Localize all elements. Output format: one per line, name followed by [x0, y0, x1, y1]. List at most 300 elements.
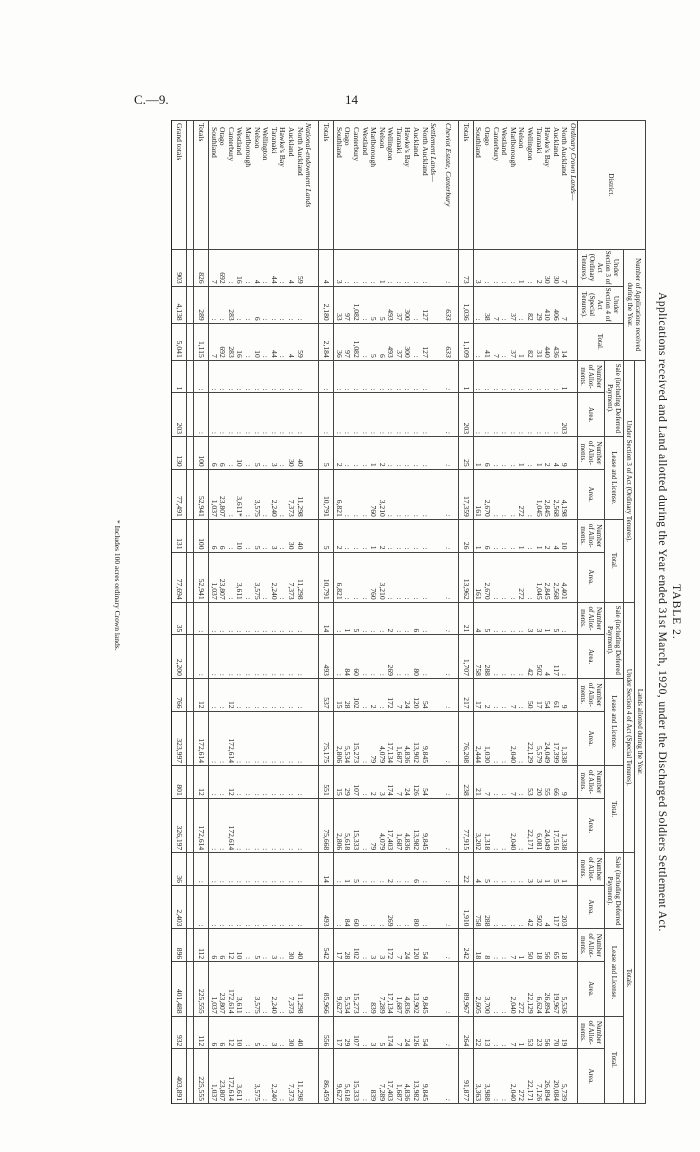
table-cell: :	[534, 393, 543, 437]
table-cell: 1,338	[560, 711, 569, 765]
table-cell: :	[334, 885, 343, 929]
table-cell	[187, 286, 194, 323]
table-cell: 41	[482, 323, 491, 360]
table-cell: :	[235, 711, 244, 765]
table-cell: :	[508, 602, 517, 635]
table-cell: 5	[252, 519, 261, 552]
table-cell: 2	[377, 519, 386, 552]
table-cell	[429, 853, 438, 886]
table-cell: 29	[343, 766, 352, 799]
table-cell: 537	[319, 678, 334, 711]
table-cell	[304, 798, 313, 852]
table-cell: 410	[543, 286, 552, 323]
district-name: Southland	[334, 121, 343, 250]
table-cell	[312, 360, 319, 393]
table-cell: 1	[517, 323, 526, 360]
table-cell: :	[269, 678, 278, 711]
table-cell: 9,845	[420, 711, 429, 765]
table-cell: 3	[269, 437, 278, 470]
table-cell: 4	[286, 249, 295, 286]
table-cell: 28	[343, 678, 352, 711]
table-cell: :	[386, 519, 395, 552]
table-cell: 401,488	[172, 962, 187, 1016]
table-cell: :	[508, 437, 517, 470]
table-cell: 20,084	[551, 1049, 560, 1104]
table-cell: 3,575	[252, 1049, 261, 1104]
table-cell: :	[235, 286, 244, 323]
table-cell: 117	[551, 885, 560, 929]
table-cell: 440	[543, 323, 552, 360]
table-cell: :	[243, 1049, 252, 1104]
table-cell: 2	[482, 678, 491, 711]
table-cell: :	[243, 393, 252, 437]
table-cell: :	[334, 393, 343, 437]
table-cell: 10	[235, 929, 244, 962]
table-cell: 3,210	[377, 552, 386, 602]
table-cell: :	[295, 286, 304, 323]
table-cell: :	[295, 635, 304, 679]
table-cell: :	[295, 885, 304, 929]
table-cell: 16	[235, 323, 244, 360]
table-cell: :	[243, 853, 252, 886]
tot-sale-header: Sale (including Deferred Payment).	[605, 853, 624, 929]
table-cell: 323,997	[172, 711, 187, 765]
district-name: Wellington	[525, 121, 534, 250]
table-cell: 25	[458, 437, 473, 470]
table-cell: :	[343, 360, 352, 393]
spacer-row	[312, 121, 319, 1104]
table-cell: :	[269, 885, 278, 929]
table-cell	[568, 323, 577, 360]
table-cell: 2,845	[543, 552, 552, 602]
table-cell: 7	[560, 286, 569, 323]
table-cell: 3,611	[235, 962, 244, 1016]
table-cell: 61	[551, 678, 560, 711]
table-cell: :	[412, 552, 421, 602]
table-cell	[304, 437, 313, 470]
table-cell: 6	[218, 519, 227, 552]
table-cell: :	[235, 602, 244, 635]
district-name: Ordinary Crown Lands—	[568, 121, 577, 250]
table-cell: :	[420, 519, 429, 552]
table-cell: :	[243, 286, 252, 323]
table-cell: 17,134	[386, 711, 395, 765]
table-cell: :	[386, 393, 395, 437]
table-cell: :	[218, 635, 227, 679]
table-cell: :	[209, 286, 218, 323]
district-name: Marlborough	[243, 121, 252, 250]
table-cell: :	[551, 360, 560, 393]
table-cell: :	[508, 853, 517, 886]
table-cell: 3,611	[235, 552, 244, 602]
table-cell: :	[278, 323, 287, 360]
table-cell: :	[235, 678, 244, 711]
table-cell: 3,700	[482, 962, 491, 1016]
table-cell: 11,298	[295, 552, 304, 602]
table-cell: 542	[319, 929, 334, 962]
table-cell: :	[394, 552, 403, 602]
table-cell: :	[377, 678, 386, 711]
table-cell: 4,138	[172, 286, 187, 323]
table-cell: :	[412, 393, 421, 437]
rotated-table-page	[102, 120, 682, 1104]
table-cell: 6	[218, 1016, 227, 1049]
table-cell: 1,082	[351, 286, 360, 323]
table-cell	[312, 323, 319, 360]
table-cell: :	[226, 635, 235, 679]
table-cell: :	[386, 552, 395, 602]
table-cell: 203	[560, 885, 569, 929]
table-cell: :	[252, 798, 261, 852]
table-cell: 56	[543, 929, 552, 962]
district-row	[386, 121, 395, 1104]
table-cell: :	[420, 249, 429, 286]
table-cell: :	[508, 519, 517, 552]
table-cell: 3	[473, 249, 482, 286]
table-cell	[429, 286, 438, 323]
table-cell	[568, 602, 577, 635]
table-cell: :	[261, 711, 270, 765]
table-cell: 21	[458, 602, 473, 635]
table-cell	[429, 766, 438, 799]
table-cell	[568, 678, 577, 711]
table-cell: 436	[551, 323, 560, 360]
district-name: Westland	[235, 121, 244, 250]
table-cell: 2,240	[269, 552, 278, 602]
table-cell	[187, 766, 194, 799]
table-cell: 242	[458, 929, 473, 962]
table-cell: 6	[482, 437, 491, 470]
table-cell: 5	[252, 929, 261, 962]
table-cell: 4,836	[403, 1049, 412, 1104]
table-cell: :	[403, 635, 412, 679]
table-cell: 79	[369, 711, 378, 765]
table-cell: :	[525, 360, 534, 393]
table-cell: :	[351, 360, 360, 393]
table-cell: :	[235, 766, 244, 799]
district-row	[412, 121, 421, 1104]
table-cell: :	[278, 552, 287, 602]
table-cell: :	[295, 360, 304, 393]
table-cell: :	[261, 853, 270, 886]
table-cell: :	[278, 798, 287, 852]
table-cell: 172,614	[194, 711, 209, 765]
table-cell: :	[243, 678, 252, 711]
table-cell: :	[517, 360, 526, 393]
table-cell: 126	[412, 1016, 421, 1049]
table-cell	[437, 552, 443, 602]
table-cell: 85,966	[319, 962, 334, 1016]
table-cell	[312, 393, 319, 437]
district-name: North Auckland	[295, 121, 304, 250]
table-cell: 17	[473, 678, 482, 711]
table-cell: :	[194, 393, 209, 437]
table-cell	[429, 469, 438, 519]
table-cell	[437, 962, 443, 1016]
table-cell: :	[551, 393, 560, 437]
table-cell: 5,579	[534, 711, 543, 765]
table-cell: 2	[369, 766, 378, 799]
table-cell: 556	[319, 1016, 334, 1049]
table-cell: :	[243, 437, 252, 470]
table-cell: 172,614	[226, 1049, 235, 1104]
table-cell: :	[278, 962, 287, 1016]
table-cell: 5	[319, 437, 334, 470]
table-cell: 9,845	[420, 1049, 429, 1104]
table-cell: 10	[560, 519, 569, 552]
table-cell: :	[261, 552, 270, 602]
area-header: Area.	[578, 552, 605, 602]
table-cell: :	[491, 1049, 500, 1104]
district-name: Hawke's Bay	[403, 121, 412, 250]
table-cell: :	[252, 766, 261, 799]
table-cell: :	[295, 602, 304, 635]
table-cell: :	[243, 798, 252, 852]
table-cell: :	[500, 885, 509, 929]
table-cell: 2,200	[172, 635, 187, 679]
table-cell: :	[500, 1016, 509, 1049]
table-cell	[568, 853, 577, 886]
table-cell: 289	[194, 286, 209, 323]
table-cell: :	[278, 437, 287, 470]
table-cell: :	[500, 1049, 509, 1104]
table-cell: :	[360, 711, 369, 765]
table-cell: 66	[551, 766, 560, 799]
table-cell	[568, 552, 577, 602]
district-row	[377, 121, 386, 1104]
table-cell	[312, 602, 319, 635]
table-cell	[429, 360, 438, 393]
table-cell: 2	[369, 678, 378, 711]
table-cell: 3	[377, 929, 386, 962]
table-cell: 4	[252, 249, 261, 286]
table-cell: 80	[412, 885, 421, 929]
table-cell: 4,079	[377, 798, 386, 852]
table-cell: 2,670	[482, 552, 491, 602]
table-cell: 3	[269, 929, 278, 962]
table-cell	[187, 885, 194, 929]
table-cell: :	[252, 360, 261, 393]
table-cell: :	[209, 635, 218, 679]
table-subtitle: Applications received and Land allotted during the Year ended 31st March, 1920, under the Discharged Soldiers Settlement Act.	[656, 292, 668, 932]
footnote: * Includes 100 acres ordinary Crown lands.	[113, 520, 122, 651]
table-cell	[312, 1016, 319, 1049]
table-cell: 1	[534, 437, 543, 470]
table-cell: 5	[551, 602, 560, 635]
table-cell: :	[343, 469, 352, 519]
table-cell: 1	[377, 249, 386, 286]
district-name: North Auckland	[560, 121, 569, 250]
table-cell: 40	[295, 929, 304, 962]
table-cell: 17,403	[386, 798, 395, 852]
table-cell: 17,359	[458, 469, 473, 519]
table-cell: 1	[560, 360, 569, 393]
table-cell: :	[420, 437, 429, 470]
area-header: Area.	[578, 469, 605, 519]
table-cell: 7	[508, 766, 517, 799]
table-cell: 9	[560, 766, 569, 799]
district-name: Nelson	[517, 121, 526, 250]
table-cell: 15,273	[351, 962, 360, 1016]
table-cell: 40	[295, 437, 304, 470]
table-cell: :	[360, 678, 369, 711]
table-cell: :	[235, 393, 244, 437]
table-cell: :	[377, 602, 386, 635]
table-cell: :	[500, 962, 509, 1016]
table-cell: 5	[482, 602, 491, 635]
table-cell	[568, 249, 577, 286]
table-cell: :	[517, 635, 526, 679]
table-cell	[429, 1016, 438, 1049]
table-cell: :	[403, 602, 412, 635]
table-cell: :	[235, 853, 244, 886]
grand-totals-row	[172, 121, 187, 1104]
table-cell	[304, 1016, 313, 1049]
table-cell: :	[319, 360, 334, 393]
table-cell: 75,175	[319, 711, 334, 765]
table-cell: 3	[369, 1016, 378, 1049]
table-cell: :	[261, 766, 270, 799]
table-cell: 172	[386, 678, 395, 711]
table-cell	[187, 962, 194, 1016]
table-cell: :	[491, 929, 500, 962]
table-cell: :	[500, 798, 509, 852]
table-cell	[187, 853, 194, 886]
table-cell	[568, 766, 577, 799]
table-cell: :	[517, 798, 526, 852]
table-cell: :	[343, 519, 352, 552]
district-name: Totals	[194, 121, 209, 250]
table-cell: :	[500, 437, 509, 470]
table-cell: :	[386, 437, 395, 470]
table-cell: 5,618	[343, 798, 352, 852]
table-cell: :	[412, 437, 421, 470]
area-header: Area.	[578, 962, 605, 1016]
table-cell: 15	[334, 766, 343, 799]
table-cell: 225,555	[194, 1049, 209, 1104]
table-cell	[304, 711, 313, 765]
table-cell: :	[286, 711, 295, 765]
table-cell: 7	[508, 1016, 517, 1049]
table-cell: 23	[534, 1016, 543, 1049]
table-cell: :	[500, 678, 509, 711]
table-cell: :	[343, 437, 352, 470]
table-cell: :	[443, 1016, 452, 1049]
number-of-allotments-header: Number of Allot-ments.	[578, 678, 605, 711]
table-cell: 5,739	[560, 1049, 569, 1104]
table-cell: :	[269, 393, 278, 437]
table-cell: :	[194, 635, 209, 679]
table-cell: :	[194, 360, 209, 393]
table-cell: 2,670	[482, 469, 491, 519]
table-cell: 102	[351, 678, 360, 711]
table-cell: :	[261, 1016, 270, 1049]
table-cell: 161	[473, 469, 482, 519]
table-cell: :	[243, 469, 252, 519]
table-cell: 3,575	[252, 962, 261, 1016]
table-cell: 7,126	[534, 1049, 543, 1104]
table-cell	[187, 929, 194, 962]
table-cell: :	[508, 249, 517, 286]
table-cell: :	[261, 286, 270, 323]
table-cell: 172,614	[226, 798, 235, 852]
table-cell: 112	[194, 929, 209, 962]
table-cell: 4,401	[560, 552, 569, 602]
table-cell	[187, 1049, 194, 1104]
table-cell: 493	[386, 286, 395, 323]
table-cell	[312, 853, 319, 886]
table-cell: 23,807	[218, 1049, 227, 1104]
table-cell: 13,902	[412, 962, 421, 1016]
table-cell: 12	[226, 766, 235, 799]
table-cell: :	[209, 885, 218, 929]
table-cell: 1,036	[458, 286, 473, 323]
district-name: Settlement Lands—	[429, 121, 438, 250]
table-cell: :	[243, 929, 252, 962]
district-row	[543, 121, 552, 1104]
table-cell: 56	[543, 1016, 552, 1049]
table-cell: :	[403, 469, 412, 519]
district-row	[334, 121, 343, 1104]
table-cell: 2	[386, 602, 395, 635]
table-cell: :	[360, 635, 369, 679]
totals-row	[194, 121, 209, 1104]
table-cell: 217	[458, 678, 473, 711]
table-cell: 1	[560, 853, 569, 886]
tot-total-header: Total.	[605, 1016, 624, 1103]
table-cell: 10	[235, 519, 244, 552]
table-cell: :	[412, 360, 421, 393]
table-cell: :	[360, 393, 369, 437]
table-cell: :	[500, 929, 509, 962]
district-name: Wellington	[261, 121, 270, 250]
table-cell: 26,894	[543, 1049, 552, 1104]
table-cell: 6,081	[534, 798, 543, 852]
table-cell: :	[209, 393, 218, 437]
table-cell: :	[286, 286, 295, 323]
number-of-allotments-header: Number of Allot-ments.	[578, 437, 605, 470]
table-cell	[304, 469, 313, 519]
table-cell: 17,403	[386, 1049, 395, 1104]
table-cell: 22,129	[525, 962, 534, 1016]
table-cell: 13,982	[412, 1049, 421, 1104]
table-cell: :	[360, 286, 369, 323]
table-cell: 10	[235, 1016, 244, 1049]
table-cell	[568, 469, 577, 519]
table-cell: :	[334, 602, 343, 635]
table-cell: :	[420, 885, 429, 929]
table-cell: :	[491, 798, 500, 852]
table-cell: :	[235, 798, 244, 852]
number-of-allotments-header: Number of Allot-ments.	[578, 1016, 605, 1049]
table-cell: 44	[269, 249, 278, 286]
table-cell	[304, 962, 313, 1016]
table-cell: 14	[319, 602, 334, 635]
table-cell	[452, 1049, 459, 1104]
totals-row	[319, 121, 334, 1104]
table-cell	[187, 711, 194, 765]
table-cell	[452, 393, 459, 437]
table-cell: :	[269, 635, 278, 679]
table-cell	[312, 766, 319, 799]
table-cell: :	[252, 853, 261, 886]
district-row	[369, 121, 378, 1104]
table-cell: :	[286, 885, 295, 929]
table-cell: 89,967	[458, 962, 473, 1016]
table-cell: :	[491, 853, 500, 886]
table-cell: :	[218, 853, 227, 886]
table-cell: 692	[218, 249, 227, 286]
